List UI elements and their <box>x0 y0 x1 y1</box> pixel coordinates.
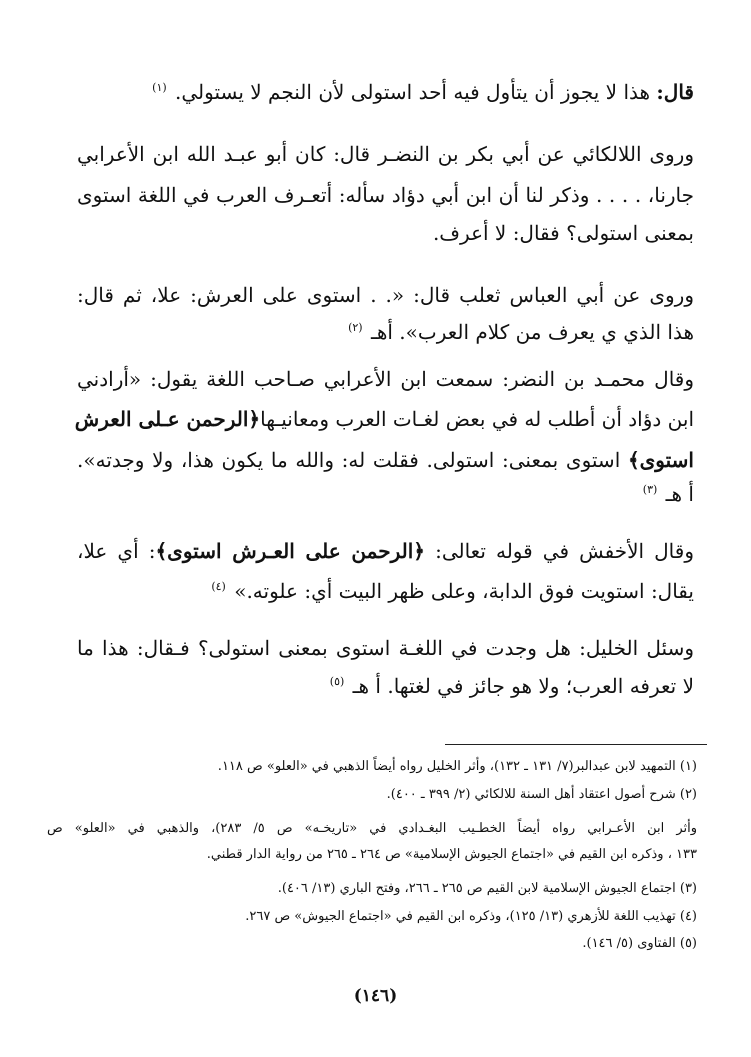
paragraph-6-text: لا تعرفه العرب؛ ولا هو جائز في لغتها. أ هـ <box>352 674 694 698</box>
footnote-ref-1[interactable]: (١) <box>152 81 167 95</box>
paragraph-2-line-2: جارنا، . . . . وذكر لنا أن ابن أبي دؤاد سأله: أتعـرف العرب في اللغة استوى <box>77 183 694 207</box>
footnote-2-continued-line-2: ١٣٣ ، وذكره ابن القيم في «اجتماع الجيوش الإسلامية» ص ٢٦٤ ـ ٢٦٥ من رواية الدار قطني. <box>206 847 697 862</box>
page-number: (١٤٦) <box>353 986 398 1006</box>
paragraph-6-line-1: وسئل الخليل: هل وجدت في اللغـة استوى بمعنى استولى؟ فـقال: هذا ما <box>77 636 694 660</box>
paragraph-1 <box>150 78 694 106</box>
paragraph-4-ending: أ هـ <box>665 482 694 506</box>
paragraph-6-line-2 <box>328 672 694 700</box>
paragraph-2-line-1: وروى اللالكائي عن أبي بكر بن النضـر قال: كان أبو عبـد الله ابن الأعرابي <box>77 142 694 166</box>
paragraph-4-line-3 <box>77 446 694 474</box>
footnote-separator <box>445 744 707 745</box>
paragraph-5-gloss: : أي علا، <box>77 539 156 563</box>
footnote-ref-2[interactable]: (٢) <box>348 321 363 335</box>
footnote-4: (٤) تهذيب اللغة للأزهري (١٣/ ١٢٥)، وذكره ابن القيم في «اجتماع الجيوش» ص ٢٦٧. <box>245 909 697 924</box>
paragraph-4-line-4 <box>641 480 694 508</box>
footnote-1: (١) التمهيد لابن عبدالبر(٧/ ١٣١ ـ ١٣٢)، وأثر الخليل رواه أيضاً الذهبي في «العلو» ص ١١٨. <box>217 759 697 774</box>
speaker-label: قال: <box>656 80 694 104</box>
paragraph-4-line-3-text: استوى بمعنى: استولى. فقلت له: والله ما يكون هذا، ولا وجدته». <box>77 448 621 472</box>
paragraph-5-line-1 <box>77 537 694 565</box>
footnote-5: (٥) الفتاوى (٥/ ١٤٦). <box>582 936 697 951</box>
paragraph-3-line-1: وروى عن أبي العباس ثعلب قال: «. . استوى على العرش: علا، ثم قال: <box>77 283 694 307</box>
footnote-ref-3[interactable]: (٣) <box>642 483 658 497</box>
footnote-ref-4[interactable]: (٤) <box>211 580 226 594</box>
quran-verse-quote-end: استوى﴾ <box>627 448 694 472</box>
paragraph-5-line-2 <box>209 577 694 605</box>
paragraph-5-intro: وقال الأخفش في قوله تعالى: <box>435 539 694 563</box>
quran-verse-quote-2: ﴿الرحمن على العـرش استوى﴾ <box>155 539 425 563</box>
paragraph-1-text: هذا لا يجوز أن يتأول فيه أحد استولى لأن النجم لا يستولي. <box>175 80 651 104</box>
quran-verse-quote: ﴿الرحمن عـلى العرش <box>74 407 261 431</box>
paragraph-4-line-2-text: ابن دؤاد أن أطلب له في بعض لغـات العرب ومعانيـها <box>260 407 694 431</box>
paragraph-3-line-2 <box>346 318 694 346</box>
footnote-2-continued: وأثر ابن الأعـرابي رواه أيضاً الخطـيب البغـدادي في «تاريخـه» ص ٥/ ٢٨٣)، والذهبي في «العلو» ص <box>47 821 697 836</box>
paragraph-3-text: هذا الذي ي يعرف من كلام العرب». أهـ <box>370 320 694 344</box>
paragraph-5-text: يقال: استويت فوق الدابة، وعلى ظهر البيت أي: علوته.» <box>234 579 694 603</box>
footnote-ref-5[interactable]: (٥) <box>329 675 345 689</box>
footnote-2: (٢) شرح أصول اعتقاد أهل السنة للالكائي (٢/ ٣٩٩ ـ ٤٠٠). <box>386 787 697 802</box>
paragraph-4-line-1: وقال محمـد بن النضر: سمعت ابن الأعرابي صـاحب اللغة يقول: «أرادني <box>77 367 695 391</box>
paragraph-2-line-3: بمعنى استولى؟ فقال: لا أعرف. <box>432 221 694 245</box>
footnote-3: (٣) اجتماع الجيوش الإسلامية لابن القيم ص ٢٦٥ ـ ٢٦٦، وفتح الباري (١٣/ ٤٠٦). <box>277 881 697 896</box>
paragraph-4-line-2 <box>74 405 694 433</box>
